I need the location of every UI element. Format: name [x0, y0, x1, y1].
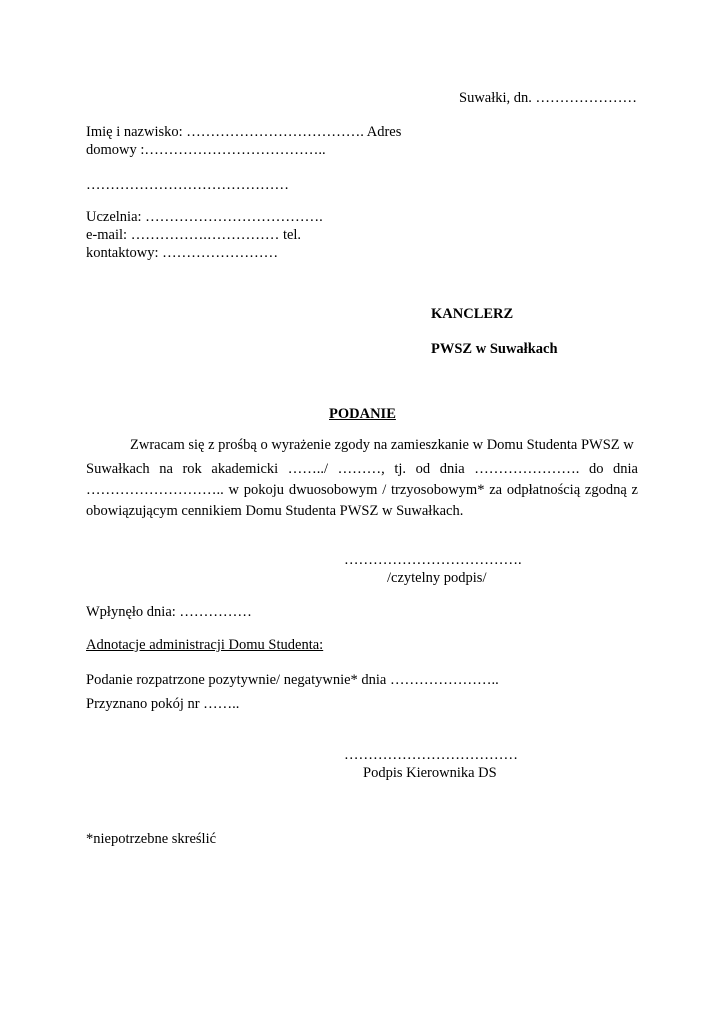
- admin-decision-line: Podanie rozpatrzone pozytywnie/ negatywnie* dnia …………………..: [86, 672, 499, 688]
- sender-home-address-line: domowy :………………………………..: [86, 142, 326, 158]
- request-line-4: obowiązującym cennikiem Domu Studenta PWSZ w Suwałkach.: [86, 503, 464, 519]
- sender-email-phone-line: e-mail: …………….…………… tel.: [86, 227, 302, 243]
- request-line-2: Suwałkach na rok akademicki ……../ ………, tj. od dnia …………………. do dnia: [86, 461, 638, 477]
- footnote: *niepotrzebne skreślić: [86, 831, 217, 847]
- recipient-institution: PWSZ w Suwałkach: [431, 341, 558, 357]
- sender-name-address-line: Imię i nazwisko: ………………………………. Adres: [86, 124, 402, 140]
- applicant-signature-label: /czytelny podpis/: [387, 570, 487, 586]
- recipient-title: KANCLERZ: [431, 306, 514, 322]
- place-date: Suwałki, dn. …………………: [459, 90, 638, 106]
- applicant-signature-dots: ……………………………….: [344, 552, 522, 568]
- sender-address-continuation-line: ……………………………………: [86, 177, 289, 193]
- sender-university-line: Uczelnia: ……………………………….: [86, 209, 323, 225]
- admin-room-assigned-line: Przyznano pokój nr ……..: [86, 696, 240, 712]
- document-heading: PODANIE: [329, 406, 396, 422]
- request-line-1: Zwracam się z prośbą o wyrażenie zgody na zamieszkanie w Domu Studenta PWSZ w: [130, 437, 634, 453]
- admin-annotations-heading: Adnotacje administracji Domu Studenta:: [86, 637, 324, 653]
- manager-signature-label: Podpis Kierownika DS: [363, 765, 497, 781]
- request-line-3: ……………………….. w pokoju dwuosobowym / trzyosobowym* za odpłatnością zgodną z: [86, 482, 638, 498]
- received-date-line: Wpłynęło dnia: ……………: [86, 604, 252, 620]
- sender-contact-line: kontaktowy: ……………………: [86, 245, 279, 261]
- request-paragraph: [86, 435, 638, 522]
- manager-signature-dots: ………………………………: [344, 747, 518, 763]
